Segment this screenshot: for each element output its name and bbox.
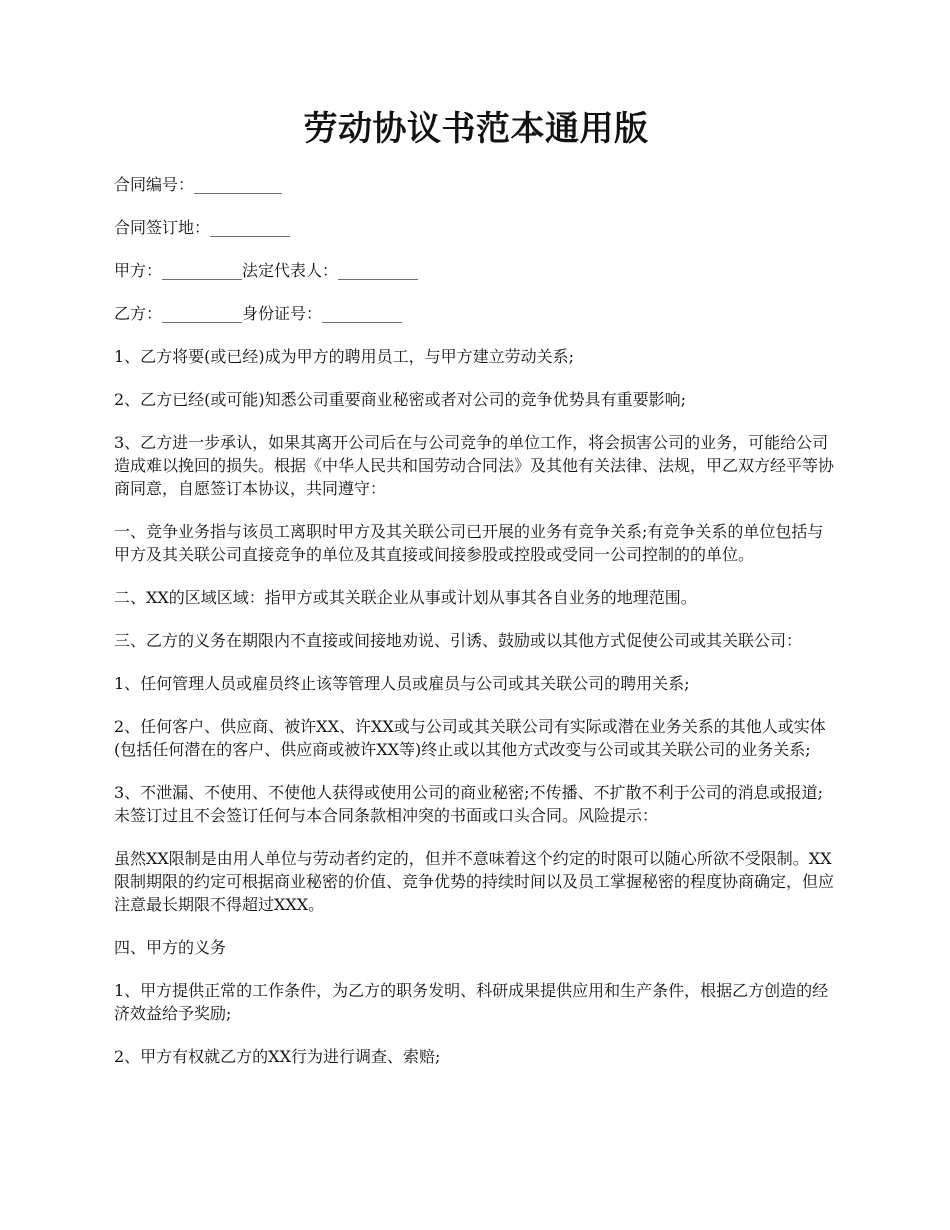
clause-4-party-a-obligations: 四、甲方的义务 bbox=[114, 937, 227, 957]
clause-1-competitive-business: 一、竞争业务指与该员工离职时甲方及其关联公司已开展的业务有竞争关系;有竞争关系的单位包括与甲方及其关联公司直接竞争的单位及其直接或间接参股或控股或受同一公司控制的的单位。 bbox=[114, 521, 824, 564]
clause-4-item-2: 2、甲方有权就乙方的XX行为进行调查、索赔; bbox=[114, 1046, 441, 1066]
clause-3-party-b-obligations: 三、乙方的义务在期限内不直接或间接地劝说、引诱、鼓励或以其他方式促使公司或其关联公司： bbox=[114, 630, 803, 650]
signing-place-line: 合同签订地：__________ bbox=[114, 217, 291, 237]
recital-3: 3、乙方进一步承认，如果其离开公司后在与公司竞争的单位工作，将会损害公司的业务，可能给公司造成难以挽回的损失。根据《中华人民共和国劳动合同法》及其他有关法律、法规，甲乙双方经平等协商同意，自愿签订本协议，共同遵守： bbox=[114, 432, 835, 498]
party-a-line: 甲方：__________法定代表人：__________ bbox=[114, 260, 419, 280]
risk-note: 虽然XX限制是由用人单位与劳动者约定的，但并不意味着这个约定的时限可以随心所欲不受限制。XX限制期限的约定可根据商业秘密的价值、竞争优势的持续时间以及员工掌握秘密的程度协商确定，但应注意最长期限不得超过XXX。 bbox=[114, 848, 835, 914]
contract-number-line: 合同编号：___________ bbox=[114, 174, 283, 194]
clause-3-item-2: 2、任何客户、供应商、被许XX、许XX或与公司或其关联公司有实际或潜在业务关系的其他人或实体(包括任何潜在的客户、供应商或被许XX等)终止或以其他方式改变与公司或其关联公司的业务关系; bbox=[114, 716, 826, 759]
party-b-line: 乙方：__________身份证号：__________ bbox=[114, 303, 403, 323]
clause-3-item-3: 3、不泄漏、不使用、不使他人获得或使用公司的商业秘密;不传播、不扩散不利于公司的消息或报道;未签订过且不会签订任何与本合同条款相冲突的书面或口头合同。风险提示： bbox=[114, 782, 823, 825]
recital-2: 2、乙方已经(或可能)知悉公司重要商业秘密或者对公司的竞争优势具有重要影响; bbox=[114, 389, 687, 409]
document-title: 劳动协议书范本通用版 bbox=[303, 109, 649, 149]
recital-1: 1、乙方将要(或已经)成为甲方的聘用员工，与甲方建立劳动关系; bbox=[114, 346, 575, 366]
clause-3-item-1: 1、任何管理人员或雇员终止该等管理人员或雇员与公司或其关联公司的聘用关系; bbox=[114, 673, 690, 693]
clause-4-item-1: 1、甲方提供正常的工作条件，为乙方的职务发明、科研成果提供应用和生产条件，根据乙方创造的经济效益给予奖励; bbox=[114, 980, 829, 1023]
clause-2-region: 二、XX的区域区域：指甲方或其关联企业从事或计划从事其各自业务的地理范围。 bbox=[114, 587, 697, 607]
